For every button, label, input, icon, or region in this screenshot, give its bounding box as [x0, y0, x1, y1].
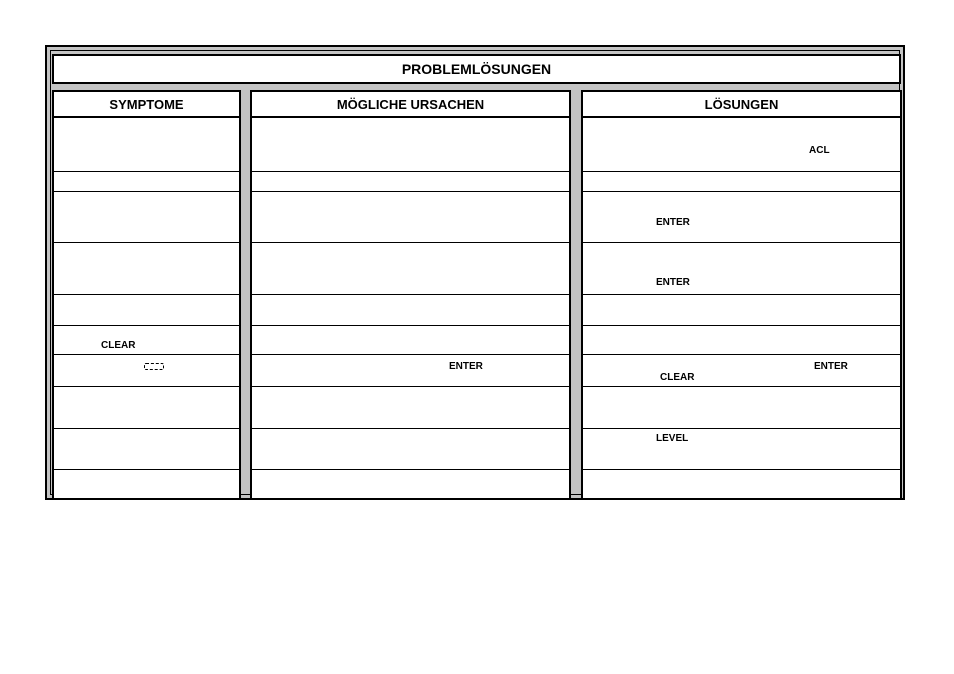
cause-row — [252, 387, 569, 429]
symptoms-column — [52, 90, 241, 498]
symptom-row — [54, 192, 239, 243]
cause-row — [252, 243, 569, 295]
solutions-column — [581, 90, 902, 498]
enter-key-label: ENTER — [656, 217, 690, 228]
cause-row — [252, 192, 569, 243]
solution-row — [583, 192, 900, 243]
cause-row — [252, 470, 569, 500]
symptom-row — [54, 326, 239, 355]
enter-key-label: ENTER — [449, 361, 483, 372]
symptom-row — [54, 429, 239, 470]
level-key-label: LEVEL — [656, 433, 689, 444]
solution-row — [583, 295, 900, 326]
solution-row — [583, 429, 900, 470]
symptoms-header: SYMPTOME — [54, 92, 239, 118]
cause-row — [252, 429, 569, 470]
symptom-row — [54, 243, 239, 295]
solution-row — [583, 118, 900, 172]
causes-column — [250, 90, 571, 498]
enter-key-label: ENTER — [814, 361, 848, 372]
symptom-row — [54, 295, 239, 326]
causes-header: MÖGLICHE URSACHEN — [252, 92, 569, 118]
cause-row — [252, 118, 569, 172]
solution-row — [583, 470, 900, 500]
symptom-row — [54, 355, 239, 387]
segment-display-icon — [144, 363, 164, 370]
clear-key-label: CLEAR — [660, 372, 695, 383]
symptom-row — [54, 387, 239, 429]
acl-key-label: ACL — [809, 145, 830, 156]
symptom-row — [54, 470, 239, 500]
solution-row — [583, 172, 900, 192]
clear-key-label: CLEAR — [101, 340, 136, 351]
cause-row — [252, 355, 569, 387]
symptom-row — [54, 172, 239, 192]
table-title: PROBLEMLÖSUNGEN — [52, 54, 901, 84]
cause-row — [252, 172, 569, 192]
solution-row — [583, 387, 900, 429]
enter-key-label: ENTER — [656, 277, 690, 288]
solution-row — [583, 355, 900, 387]
solution-row — [583, 243, 900, 295]
cause-row — [252, 326, 569, 355]
solutions-header: LÖSUNGEN — [583, 92, 900, 118]
symptom-row — [54, 118, 239, 172]
solution-row — [583, 326, 900, 355]
cause-row — [252, 295, 569, 326]
